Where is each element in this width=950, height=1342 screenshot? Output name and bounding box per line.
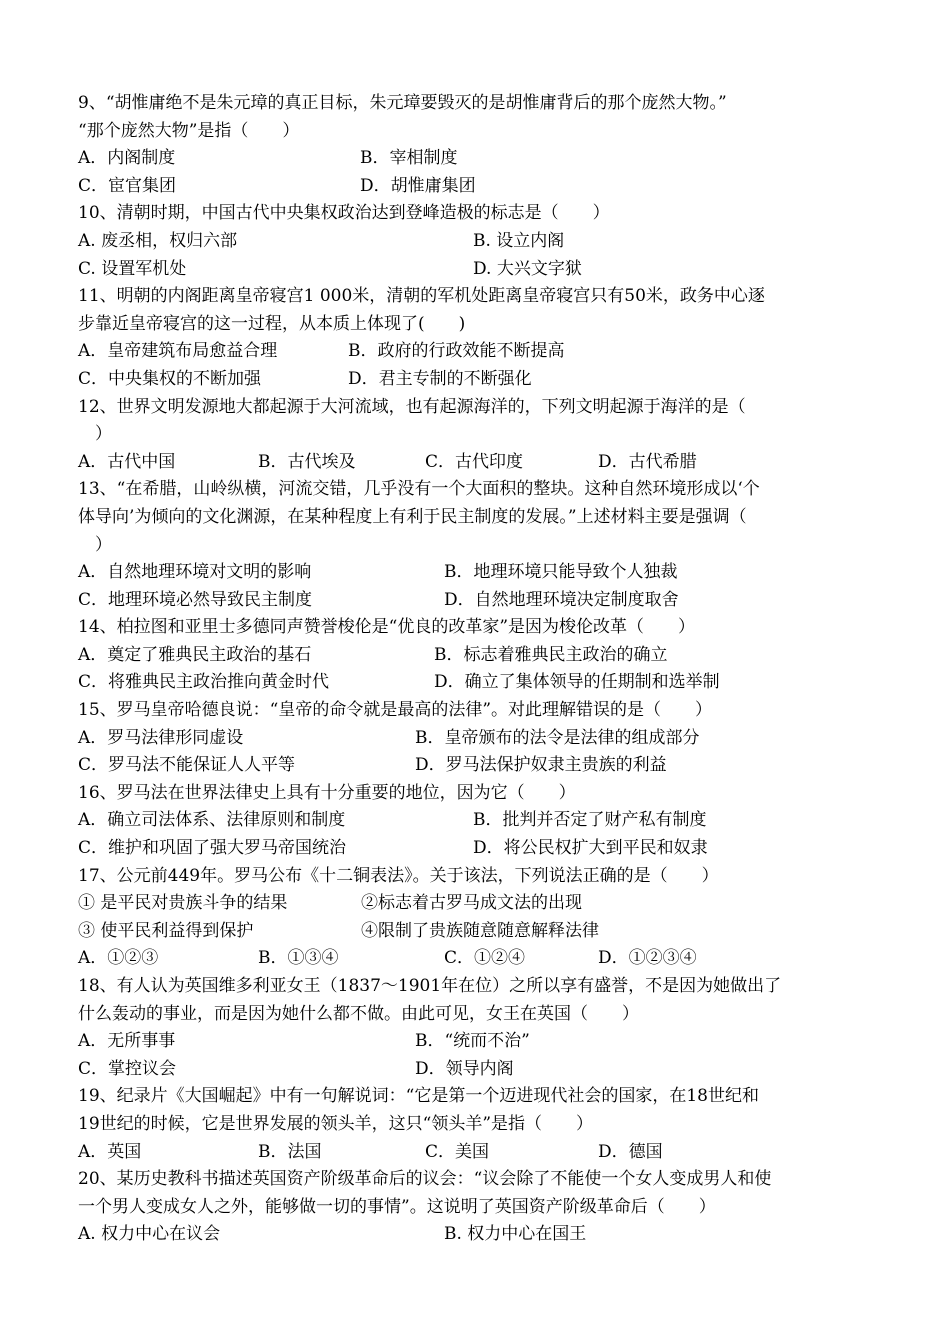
answer-option[interactable]: D．确立了集体领导的任期制和选举制 xyxy=(434,672,720,693)
answer-option[interactable]: A．英国 xyxy=(78,1141,142,1162)
option-row xyxy=(78,669,878,697)
answer-option[interactable]: A. 权力中心在议会 xyxy=(78,1224,221,1245)
option-row xyxy=(78,449,878,477)
answer-option[interactable]: ③ 使平民利益得到保护 xyxy=(78,920,254,941)
answer-option[interactable]: D. 大兴文字狱 xyxy=(473,258,582,279)
answer-option[interactable]: ②标志着古罗马成文法的出现 xyxy=(361,893,582,914)
answer-option[interactable]: B．“统而不治” xyxy=(415,1031,530,1052)
answer-option[interactable]: D．领导内阁 xyxy=(415,1058,514,1079)
option-row xyxy=(78,918,878,946)
option-row xyxy=(78,587,878,615)
answer-option[interactable]: A. 废丞相，权归六部 xyxy=(78,230,238,251)
question-stem-line: 9、“胡惟庸绝不是朱元璋的真正目标，朱元璋要毁灭的是胡惟庸背后的那个庞然大物。” xyxy=(78,93,727,113)
answer-option[interactable]: D．自然地理环境决定制度取舍 xyxy=(444,589,679,610)
option-row xyxy=(78,1028,878,1056)
answer-option[interactable]: B．标志着雅典民主政治的确立 xyxy=(434,644,668,665)
option-row xyxy=(78,559,878,587)
option-row xyxy=(78,642,878,670)
answer-option[interactable]: C．罗马法不能保证人人平等 xyxy=(78,755,296,776)
question xyxy=(78,283,878,393)
option-row xyxy=(78,890,878,918)
question-stem-line: 13、“在希腊，山岭纵横，河流交错，几乎没有一个大面积的整块。这种自然环境形成以‘个 xyxy=(78,479,760,500)
answer-option[interactable]: C．将雅典民主政治推向黄金时代 xyxy=(78,672,330,693)
answer-option[interactable]: C．宦官集团 xyxy=(78,175,177,196)
option-row xyxy=(78,752,878,780)
option-row xyxy=(78,173,878,201)
answer-option[interactable]: C．维护和巩固了强大罗马帝国统治 xyxy=(78,838,347,859)
question xyxy=(78,614,878,697)
option-row xyxy=(78,945,878,973)
question-stem-line: 一个男人变成女人之外，能够做一切的事情”。这说明了英国资产阶级革命后（ ） xyxy=(78,1196,716,1217)
answer-option[interactable]: B．政府的行政效能不断提高 xyxy=(348,341,565,362)
question xyxy=(78,1166,878,1249)
answer-option[interactable]: A．无所事事 xyxy=(78,1031,176,1052)
option-row xyxy=(78,256,878,284)
question xyxy=(78,1083,878,1166)
answer-option[interactable]: B．批判并否定了财产私有制度 xyxy=(473,810,707,831)
question-stem-line: 14、柏拉图和亚里士多德同声赞誉梭伦是“优良的改革家”是因为梭伦改革（ ） xyxy=(78,617,696,638)
answer-option[interactable]: B．皇帝颁布的法令是法律的组成部分 xyxy=(415,727,700,748)
answer-option[interactable]: D．君主专制的不断强化 xyxy=(348,368,532,389)
answer-option[interactable]: D．将公民权扩大到平民和奴隶 xyxy=(473,838,708,859)
option-row xyxy=(78,1221,878,1249)
question-stem-line: 19世纪的时候，它是世界发展的领头羊，这只“领头羊”是指（ ） xyxy=(78,1113,594,1134)
question-stem-line: 12、世界文明发源地大都起源于大河流域，也有起源海洋的，下列文明起源于海洋的是（ xyxy=(78,396,746,417)
answer-option[interactable]: A．自然地理环境对文明的影响 xyxy=(78,562,312,583)
question-list xyxy=(78,90,878,1249)
answer-option[interactable]: B．地理环境只能导致个人独裁 xyxy=(444,562,678,583)
answer-option[interactable]: A．确立司法体系、法律原则和制度 xyxy=(78,810,346,831)
answer-option[interactable]: A．罗马法律形同虚设 xyxy=(78,727,244,748)
question-stem-line: ） xyxy=(78,424,112,445)
answer-option[interactable]: A．皇帝建筑布局愈益合理 xyxy=(78,341,278,362)
question-stem-line: ） xyxy=(78,534,112,555)
question-stem-line: 10、清朝时期，中国古代中央集权政治达到登峰造极的标志是（ ） xyxy=(78,203,610,224)
option-row xyxy=(78,228,878,256)
answer-option[interactable]: ① 是平民对贵族斗争的结果 xyxy=(78,893,288,914)
answer-option[interactable]: D．德国 xyxy=(598,1141,663,1162)
answer-option[interactable]: B．①③④ xyxy=(258,948,339,969)
question xyxy=(78,780,878,863)
answer-option[interactable]: B. 设立内阁 xyxy=(473,230,565,251)
option-row xyxy=(78,725,878,753)
answer-option[interactable]: D．胡惟庸集团 xyxy=(360,175,476,196)
question-stem-line: 20、某历史教科书描述英国资产阶级革命后的议会：“议会除了不能使一个女人变成男人和使 xyxy=(78,1169,772,1190)
option-row xyxy=(78,1139,878,1167)
answer-option[interactable]: C. 设置军机处 xyxy=(78,258,187,279)
option-row xyxy=(78,807,878,835)
answer-option[interactable]: A．①②③ xyxy=(78,948,159,969)
option-row xyxy=(78,366,878,394)
answer-option[interactable]: B．法国 xyxy=(258,1141,322,1162)
answer-option[interactable]: D．罗马法保护奴隶主贵族的利益 xyxy=(415,755,667,776)
option-row xyxy=(78,338,878,366)
question xyxy=(78,476,878,614)
question-stem-line: 19、纪录片《大国崛起》中有一句解说词：“它是第一个迈进现代社会的国家，在18世纪和 xyxy=(78,1086,759,1107)
question-stem-line: “那个庞然大物”是指（ ） xyxy=(78,120,300,141)
answer-option[interactable]: ④限制了贵族随意随意解释法律 xyxy=(361,920,599,941)
option-row xyxy=(78,835,878,863)
question-stem-line: 11、明朝的内阁距离皇帝寝宫1 000米，清朝的军机处距离皇帝寝宫只有50米，政务中心逐 xyxy=(78,286,765,307)
question-stem-line: 15、罗马皇帝哈德良说：“皇帝的命令就是最高的法律”。对此理解错误的是（ ） xyxy=(78,700,713,721)
answer-option[interactable]: B．宰相制度 xyxy=(360,148,458,169)
answer-option[interactable]: B. 权力中心在国王 xyxy=(444,1224,587,1245)
question-stem-line: 什么轰动的事业，而是因为她什么都不做。由此可见，女王在英国（ ） xyxy=(78,1003,639,1024)
answer-option[interactable]: A．内阁制度 xyxy=(78,148,176,169)
question-stem-line: 16、罗马法在世界法律史上具有十分重要的地位，因为它（ ） xyxy=(78,782,576,803)
question-stem-line: 18、有人认为英国维多利亚女王（1837～1901年在位）之所以享有盛誉，不是因为她做出了 xyxy=(78,976,782,996)
question xyxy=(78,200,878,283)
question xyxy=(78,90,878,200)
question xyxy=(78,697,878,780)
question-stem-line: 步靠近皇帝寝宫的这一过程，从本质上体现了( ) xyxy=(78,313,466,334)
answer-option[interactable]: A．奠定了雅典民主政治的基石 xyxy=(78,644,312,665)
answer-option[interactable]: D．古代希腊 xyxy=(598,451,697,472)
answer-option[interactable]: C．地理环境必然导致民主制度 xyxy=(78,589,313,610)
question xyxy=(78,863,878,973)
question-stem-line: 17、公元前449年。罗马公布《十二铜表法》。关于该法，下列说法正确的是（ ） xyxy=(78,865,719,886)
answer-option[interactable]: C．中央集权的不断加强 xyxy=(78,368,262,389)
answer-option[interactable]: D．①②③④ xyxy=(598,948,697,969)
answer-option[interactable]: C．美国 xyxy=(425,1141,490,1162)
question xyxy=(78,394,878,477)
question xyxy=(78,973,878,1083)
answer-option[interactable]: C．①②④ xyxy=(444,948,526,969)
option-row xyxy=(78,1056,878,1084)
option-row xyxy=(78,145,878,173)
question-stem-line: 体导向’为倾向的文化渊源，在某种程度上有利于民主制度的发展。”上述材料主要是强调（ xyxy=(78,506,747,527)
answer-option[interactable]: C．古代印度 xyxy=(425,451,524,472)
answer-option[interactable]: A．古代中国 xyxy=(78,451,176,472)
answer-option[interactable]: B．古代埃及 xyxy=(258,451,356,472)
answer-option[interactable]: C．掌控议会 xyxy=(78,1058,177,1079)
